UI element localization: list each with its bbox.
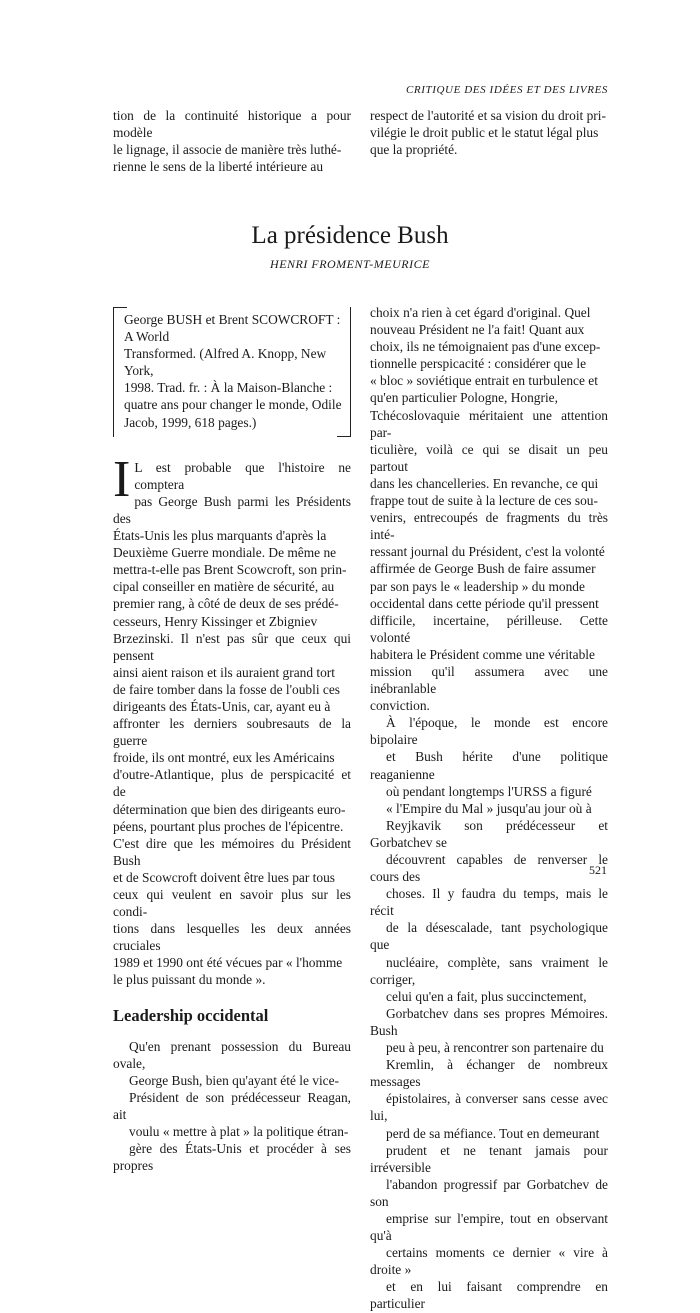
- text-line: ainsi aient raison et ils auraient grand tort: [113, 664, 335, 680]
- text-line: de faire tomber dans la fosse de l'oubli ces: [113, 681, 341, 697]
- previous-article-paragraph-left: [113, 107, 351, 175]
- text-line: détermination que bien des dirigeants euro-: [113, 801, 346, 817]
- section-heading: Leadership occidental: [113, 1005, 269, 1025]
- text-line: et de Scowcroft doivent être lues par tous: [113, 869, 335, 885]
- text-line: Deuxième Guerre mondiale. De même ne: [113, 545, 337, 561]
- text-line: ceux qui veulent en savoir plus sur les condi-: [113, 887, 351, 920]
- drop-cap: I: [113, 450, 131, 508]
- body-paragraph: [370, 304, 608, 714]
- text-line: tionnelle perspicacité : considérer que le: [370, 356, 587, 372]
- text-line: venirs, entrecoupés de fragments du très inté-: [370, 510, 608, 543]
- text-line: ressant journal du Président, c'est la volonté: [370, 544, 605, 560]
- body-paragraph: [370, 714, 608, 1312]
- text-line: « l'Empire du Mal » jusqu'au jour où à: [386, 800, 592, 816]
- running-head: CRITIQUE DES IDÉES ET DES LIVRES: [405, 84, 608, 96]
- previous-article-paragraph-right: [370, 107, 608, 158]
- text-line: États-Unis les plus marquants d'après la: [113, 528, 327, 544]
- text-line: Tchécoslovaquie méritaient une attention par-: [370, 407, 608, 440]
- text-line: L est probable que l'histoire ne comptera: [134, 459, 351, 492]
- text-line: C'est dire que les mémoires du Président Bush: [113, 835, 351, 868]
- text-line: pas George Bush parmi les Présidents des: [113, 493, 351, 526]
- text-line: nucléaire, complète, sans vraiment le corriger,: [370, 954, 608, 987]
- text-line: gère des États-Unis et procéder à ses propres: [113, 1141, 351, 1174]
- article-title: La présidence Bush: [251, 221, 449, 249]
- text-line: cesseurs, Henry Kissinger et Zbigniev: [113, 613, 318, 629]
- text-line: que la propriété.: [370, 142, 458, 158]
- text-line: George Bush, bien qu'ayant été le vice-: [129, 1072, 340, 1088]
- text-line: épistolaires, à converser sans cesse avec lui,: [370, 1091, 608, 1124]
- text-line: 1989 et 1990 ont été vécues par « l'homme: [113, 955, 343, 971]
- text-line: l'abandon progressif par Gorbatchev de son: [370, 1176, 608, 1209]
- article-column-left: [113, 307, 351, 1174]
- text-line: Reyjkavik son prédécesseur et Gorbatchev se: [370, 817, 608, 850]
- reference-line: George BUSH et Brent SCOWCROFT : A World: [124, 312, 341, 345]
- text-line: mettra-t-elle pas Brent Scowcroft, son prin-: [113, 562, 347, 578]
- text-line: premier rang, à côté de deux de ses prédé-: [113, 596, 339, 612]
- text-line: le lignage, il associe de manière très luthé-: [113, 142, 342, 158]
- text-line: par son pays le « leadership » du monde: [370, 578, 585, 594]
- text-line: où pendant longtemps l'URSS a figuré: [386, 783, 592, 799]
- text-line: habitera le Président comme une véritable: [370, 646, 595, 662]
- text-line: de la désescalade, tant psychologique que: [370, 920, 608, 953]
- text-line: peu à peu, à rencontrer son partenaire du: [386, 1040, 604, 1056]
- text-line: choix, ils ne témoignaient pas d'une excep-: [370, 339, 601, 355]
- previous-article-end-left: [113, 107, 351, 175]
- text-line: difficile, incertaine, périlleuse. Cette volonté: [370, 612, 608, 645]
- text-line: froide, ils ont montré, eux les Américains: [113, 750, 335, 766]
- text-line: dirigeants des États-Unis, car, ayant eu à: [113, 698, 331, 714]
- text-line: prudent et ne tenant jamais pour irréversible: [370, 1142, 608, 1175]
- text-line: « bloc » soviétique entrait en turbulence et: [370, 373, 598, 389]
- previous-article-end-right: [370, 107, 608, 158]
- text-line: Brzezinski. Il n'est pas sûr que ceux qui pensent: [113, 630, 351, 663]
- text-line: nouveau Président ne l'a fait! Quant aux: [370, 322, 585, 338]
- section-paragraph: [113, 1038, 351, 1175]
- text-line: Kremlin, à échanger de nombreux messages: [370, 1057, 608, 1090]
- text-line: dans les chancelleries. En revanche, ce qui: [370, 475, 599, 491]
- text-line: qu'en particulier Pologne, Hongrie,: [370, 390, 558, 406]
- text-line: tions dans lesquelles les deux années cruciales: [113, 921, 351, 954]
- text-line: Président de son prédécesseur Reagan, ait: [113, 1089, 351, 1123]
- text-line: respect de l'autorité et sa vision du droit pri-: [370, 108, 606, 123]
- text-line: d'outre-Atlantique, plus de perspicacité et de: [113, 767, 351, 800]
- text-line: et Bush hérite d'une politique reaganienne: [370, 749, 608, 782]
- text-line: occidental dans cette période qu'il pressent: [370, 595, 599, 611]
- text-line: À l'époque, le monde est encore bipolaire: [370, 715, 608, 748]
- text-line: Qu'en prenant possession du Bureau ovale,: [113, 1038, 351, 1071]
- text-line: choses. Il y faudra du temps, mais le récit: [370, 886, 608, 919]
- text-line: tion de la continuité historique a pour modèle: [113, 108, 351, 141]
- article-author: HENRI FROMENT-MEURICE: [270, 257, 430, 271]
- text-line: affirmée de George Bush de faire assumer: [370, 561, 596, 577]
- text-line: Gorbatchev dans ses propres Mémoires. Bush: [370, 1005, 608, 1038]
- reference-line: Jacob, 1999, 618 pages.): [124, 414, 257, 430]
- page-number: 521: [589, 863, 607, 877]
- text-line: celui qu'en a fait, plus succinctement,: [386, 988, 587, 1004]
- text-line: perd de sa méfiance. Tout en demeurant: [386, 1125, 600, 1141]
- reference-line: 1998. Trad. fr. : À la Maison-Blanche :: [124, 380, 333, 396]
- text-line: choix n'a rien à cet égard d'original. Quel: [370, 305, 591, 320]
- text-line: découvrent capables de renverser le cours des: [370, 852, 608, 885]
- text-line: ticulière, voilà ce qui se disait un peu partout: [370, 441, 608, 474]
- text-line: vilégie le droit public et le statut légal plus: [370, 125, 599, 141]
- reference-line: quatre ans pour changer le monde, Odile: [124, 397, 342, 413]
- text-line: voulu « mettre à plat » la politique étran-: [129, 1124, 349, 1140]
- text-line: frappe tout de suite à la lecture de ces sou-: [370, 493, 598, 509]
- text-line: et en lui faisant comprendre en particulier: [370, 1279, 608, 1312]
- text-line: certains moments ce dernier « vire à droite »: [370, 1245, 608, 1278]
- reference-line: Transformed. (Alfred A. Knopp, New York,: [124, 346, 327, 379]
- text-line: rienne le sens de la liberté intérieure au: [113, 159, 324, 175]
- article-column-right: [370, 304, 608, 1313]
- book-reference-box: [113, 307, 351, 437]
- text-line: emprise sur l'empire, tout en observant qu'à: [370, 1210, 608, 1244]
- text-line: conviction.: [370, 698, 430, 714]
- opening-paragraph: [113, 450, 351, 989]
- text-line: cipal conseiller en matière de sécurité, au: [113, 579, 335, 595]
- text-line: le plus puissant du monde ».: [113, 972, 266, 988]
- text-line: mission qu'il assumera avec une inébranlable: [370, 663, 608, 697]
- text-line: affronter les derniers soubresauts de la guerre: [113, 716, 351, 749]
- text-line: péens, pourtant plus proches de l'épicentre.: [113, 818, 344, 834]
